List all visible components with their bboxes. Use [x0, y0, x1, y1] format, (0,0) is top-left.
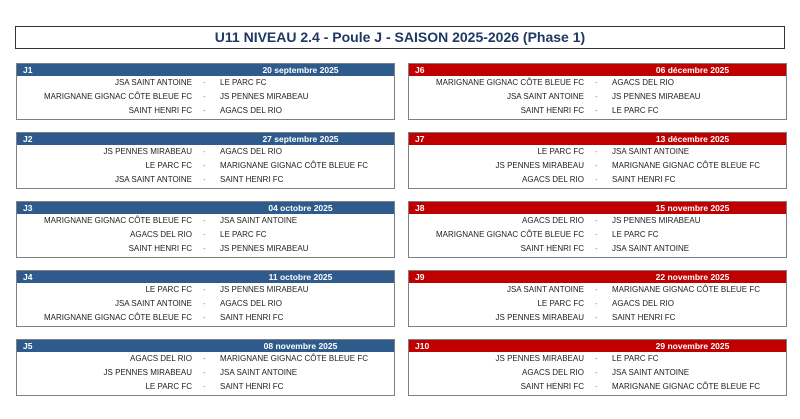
matchday-date: 22 novembre 2025 — [655, 272, 730, 282]
matchday-label: J5 — [23, 341, 33, 351]
separator: - — [595, 313, 598, 322]
matchday-block — [408, 132, 787, 189]
away-team: AGACS DEL RIO — [612, 78, 674, 87]
match-row — [17, 76, 394, 90]
separator: - — [203, 285, 206, 294]
match-row — [17, 283, 394, 297]
separator: - — [595, 244, 598, 253]
matchday-date: 13 décembre 2025 — [655, 134, 730, 144]
away-team: MARIGNANE GIGNAC CÔTE BLEUE FC — [612, 161, 761, 170]
separator: - — [203, 106, 206, 115]
match-row — [17, 228, 394, 242]
away-team: AGACS DEL RIO — [612, 299, 674, 308]
matchday-block — [408, 201, 787, 258]
match-row — [17, 159, 394, 173]
matchday-label: J6 — [415, 65, 425, 75]
separator: - — [595, 147, 598, 156]
match-row — [17, 214, 394, 228]
match-row — [17, 311, 394, 325]
home-team: JSA SAINT ANTOINE — [114, 175, 192, 184]
home-team: MARIGNANE GIGNAC CÔTE BLEUE FC — [43, 92, 192, 101]
matchday-label: J8 — [415, 203, 425, 213]
matchday-block — [16, 132, 395, 189]
matchday-date: 06 décembre 2025 — [655, 65, 730, 75]
match-row — [17, 242, 394, 256]
matchday-header — [409, 64, 786, 76]
match-row — [409, 76, 786, 90]
match-row — [409, 242, 786, 256]
matchday-header — [17, 340, 394, 352]
home-team: JSA SAINT ANTOINE — [506, 92, 584, 101]
matchday-header — [17, 64, 394, 76]
home-team: SAINT HENRI FC — [128, 106, 192, 115]
match-row — [409, 366, 786, 380]
home-team: JS PENNES MIRABEAU — [495, 313, 584, 322]
separator: - — [203, 92, 206, 101]
away-team: AGACS DEL RIO — [220, 147, 282, 156]
away-team: MARIGNANE GIGNAC CÔTE BLEUE FC — [612, 382, 761, 391]
away-team: SAINT HENRI FC — [612, 175, 676, 184]
home-team: JSA SAINT ANTOINE — [114, 299, 192, 308]
home-team: JSA SAINT ANTOINE — [506, 285, 584, 294]
away-team: JSA SAINT ANTOINE — [612, 368, 690, 377]
home-team: MARIGNANE GIGNAC CÔTE BLEUE FC — [435, 78, 584, 87]
away-team: LE PARC FC — [612, 106, 659, 115]
matchday-header — [17, 271, 394, 283]
matchday-block — [408, 339, 787, 396]
home-team: MARIGNANE GIGNAC CÔTE BLEUE FC — [43, 216, 192, 225]
away-team: JSA SAINT ANTOINE — [220, 368, 298, 377]
home-team: AGACS DEL RIO — [522, 216, 584, 225]
home-team: SAINT HENRI FC — [520, 382, 584, 391]
match-row — [409, 297, 786, 311]
matchday-header — [409, 271, 786, 283]
matchday-block — [408, 63, 787, 120]
matchday-header — [409, 202, 786, 214]
match-row — [409, 104, 786, 118]
away-team: JS PENNES MIRABEAU — [220, 285, 309, 294]
match-row — [17, 297, 394, 311]
separator: - — [595, 161, 598, 170]
home-team: LE PARC FC — [145, 161, 192, 170]
matchday-label: J9 — [415, 272, 425, 282]
away-team: MARIGNANE GIGNAC CÔTE BLEUE FC — [220, 354, 369, 363]
separator: - — [595, 285, 598, 294]
home-team: MARIGNANE GIGNAC CÔTE BLEUE FC — [43, 313, 192, 322]
matchday-label: J7 — [415, 134, 425, 144]
home-team: JS PENNES MIRABEAU — [495, 161, 584, 170]
separator: - — [595, 216, 598, 225]
separator: - — [203, 161, 206, 170]
away-team: LE PARC FC — [612, 230, 659, 239]
home-team: AGACS DEL RIO — [130, 354, 192, 363]
home-team: AGACS DEL RIO — [522, 175, 584, 184]
away-team: LE PARC FC — [612, 354, 659, 363]
separator: - — [203, 216, 206, 225]
home-team: LE PARC FC — [145, 285, 192, 294]
home-team: SAINT HENRI FC — [128, 244, 192, 253]
match-row — [409, 352, 786, 366]
match-row — [409, 380, 786, 394]
home-team: MARIGNANE GIGNAC CÔTE BLEUE FC — [435, 230, 584, 239]
separator: - — [595, 368, 598, 377]
home-team: LE PARC FC — [537, 147, 584, 156]
home-team: JS PENNES MIRABEAU — [103, 147, 192, 156]
matchday-block — [16, 63, 395, 120]
matchday-label: J4 — [23, 272, 33, 282]
separator: - — [203, 175, 206, 184]
home-team: SAINT HENRI FC — [520, 244, 584, 253]
match-row — [409, 173, 786, 187]
match-row — [409, 90, 786, 104]
matchday-label: J1 — [23, 65, 33, 75]
away-team: SAINT HENRI FC — [612, 313, 676, 322]
page-title: U11 NIVEAU 2.4 - Poule J - SAISON 2025-2026 (Phase 1) — [15, 26, 785, 49]
home-team: JSA SAINT ANTOINE — [114, 78, 192, 87]
away-team: SAINT HENRI FC — [220, 382, 284, 391]
away-team: SAINT HENRI FC — [220, 175, 284, 184]
match-row — [17, 173, 394, 187]
away-team: AGACS DEL RIO — [220, 106, 282, 115]
separator: - — [203, 147, 206, 156]
matchday-date: 08 novembre 2025 — [263, 341, 338, 351]
match-row — [17, 90, 394, 104]
matchday-date: 20 septembre 2025 — [262, 65, 339, 75]
matchday-date: 27 septembre 2025 — [262, 134, 339, 144]
matchday-header — [17, 202, 394, 214]
separator: - — [203, 382, 206, 391]
separator: - — [595, 78, 598, 87]
away-team: LE PARC FC — [220, 230, 267, 239]
separator: - — [595, 175, 598, 184]
separator: - — [595, 230, 598, 239]
separator: - — [203, 230, 206, 239]
away-team: MARIGNANE GIGNAC CÔTE BLEUE FC — [612, 285, 761, 294]
home-team: LE PARC FC — [537, 299, 584, 308]
separator: - — [203, 299, 206, 308]
separator: - — [595, 92, 598, 101]
match-row — [409, 214, 786, 228]
matchday-date: 15 novembre 2025 — [655, 203, 730, 213]
match-row — [17, 380, 394, 394]
matchday-block — [16, 270, 395, 327]
match-row — [17, 366, 394, 380]
matchday-date: 04 octobre 2025 — [268, 203, 333, 213]
away-team: LE PARC FC — [220, 78, 267, 87]
away-team: SAINT HENRI FC — [220, 313, 284, 322]
separator: - — [203, 368, 206, 377]
away-team: AGACS DEL RIO — [220, 299, 282, 308]
away-team: JS PENNES MIRABEAU — [220, 244, 309, 253]
match-row — [409, 159, 786, 173]
away-team: JSA SAINT ANTOINE — [612, 147, 690, 156]
matchday-header — [409, 340, 786, 352]
away-team: JSA SAINT ANTOINE — [220, 216, 298, 225]
matchday-block — [16, 201, 395, 258]
matchday-label: J3 — [23, 203, 33, 213]
separator: - — [595, 299, 598, 308]
away-team: JS PENNES MIRABEAU — [220, 92, 309, 101]
matchday-date: 11 octobre 2025 — [268, 272, 333, 282]
away-team: JSA SAINT ANTOINE — [612, 244, 690, 253]
matchday-label: J2 — [23, 134, 33, 144]
matchday-date: 29 novembre 2025 — [655, 341, 730, 351]
separator: - — [203, 78, 206, 87]
away-team: JS PENNES MIRABEAU — [612, 92, 701, 101]
separator: - — [595, 382, 598, 391]
match-row — [409, 145, 786, 159]
away-team: MARIGNANE GIGNAC CÔTE BLEUE FC — [220, 161, 369, 170]
home-team: AGACS DEL RIO — [522, 368, 584, 377]
match-row — [17, 352, 394, 366]
home-team: SAINT HENRI FC — [520, 106, 584, 115]
home-team: JS PENNES MIRABEAU — [495, 354, 584, 363]
match-row — [409, 228, 786, 242]
match-row — [409, 283, 786, 297]
separator: - — [595, 354, 598, 363]
separator: - — [203, 313, 206, 322]
match-row — [17, 104, 394, 118]
match-row — [17, 145, 394, 159]
away-team: JS PENNES MIRABEAU — [612, 216, 701, 225]
matchday-block — [16, 339, 395, 396]
matchday-header — [17, 133, 394, 145]
match-row — [409, 311, 786, 325]
matchday-block — [408, 270, 787, 327]
home-team: AGACS DEL RIO — [130, 230, 192, 239]
home-team: JS PENNES MIRABEAU — [103, 368, 192, 377]
matchday-header — [409, 133, 786, 145]
separator: - — [203, 244, 206, 253]
home-team: LE PARC FC — [145, 382, 192, 391]
matchday-label: J10 — [415, 341, 430, 351]
separator: - — [595, 106, 598, 115]
separator: - — [203, 354, 206, 363]
